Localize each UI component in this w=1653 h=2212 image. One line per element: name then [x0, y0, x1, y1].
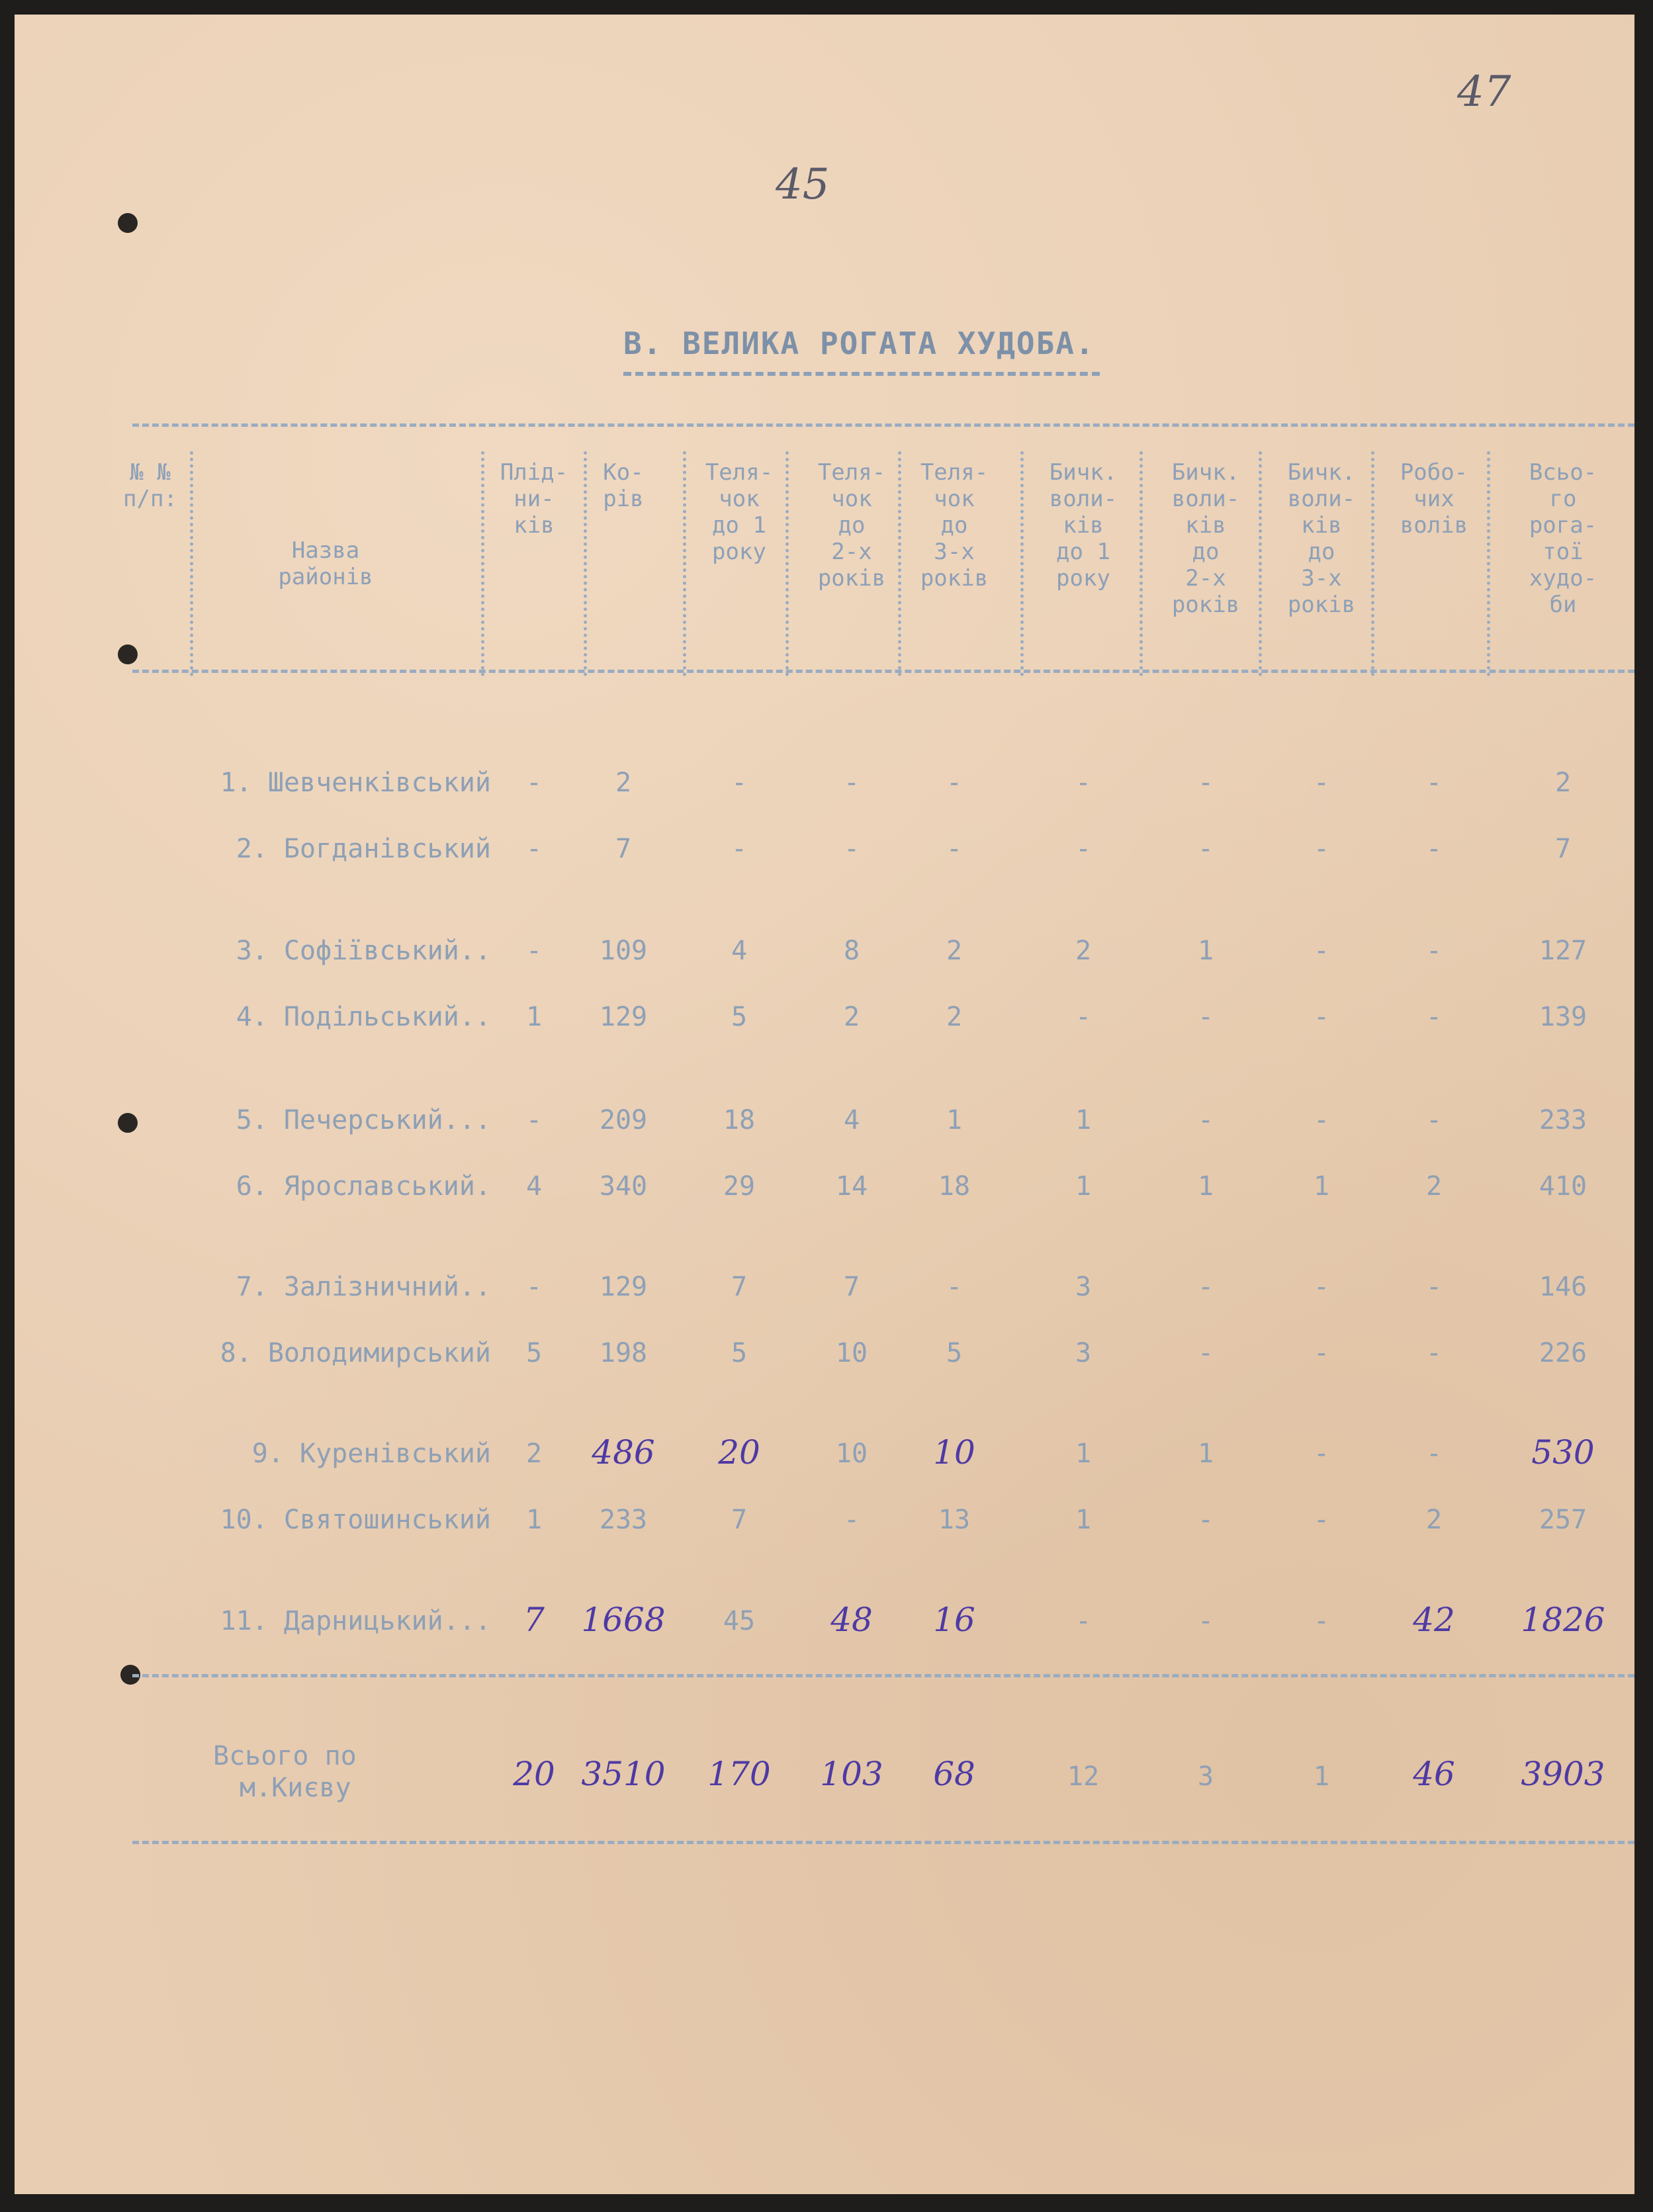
table-cell: 2: [1425, 1505, 1443, 1535]
table-cell: 13: [938, 1505, 971, 1535]
table-cell: 1826: [1521, 1601, 1605, 1639]
table-cell: 226: [1539, 1338, 1587, 1368]
column-divider: [1371, 451, 1374, 676]
table-cell: 7: [523, 1601, 545, 1639]
column-divider: [481, 451, 484, 676]
table-cell: -: [843, 1505, 860, 1535]
table-cell: 48: [830, 1601, 873, 1639]
column-header: № № п/п:: [123, 459, 177, 512]
table-cell: 129: [599, 1272, 648, 1302]
table-cell: -: [731, 768, 748, 798]
table-cell: -: [525, 1105, 543, 1135]
table-cell: -: [1313, 834, 1330, 864]
table-cell: 7: [843, 1272, 860, 1302]
table-cell: -: [1425, 768, 1443, 798]
table-cell: 3: [1075, 1338, 1092, 1368]
table-cell: -: [525, 768, 543, 798]
table-cell: 198: [599, 1338, 648, 1368]
column-divider: [1259, 451, 1262, 676]
table-cell: 10: [933, 1433, 975, 1472]
table-cell: 45: [723, 1606, 756, 1636]
table-cell: 1: [1075, 1105, 1092, 1135]
table-cell: 29: [723, 1171, 756, 1202]
column-header: Назва районів: [278, 537, 373, 590]
table-cell: 530: [1531, 1433, 1595, 1472]
table-cell: -: [1197, 1338, 1214, 1368]
table-cell: 3: [1075, 1272, 1092, 1302]
title-underline: [623, 372, 1100, 376]
column-header: Плід- ни- ків: [500, 459, 568, 539]
table-cell: -: [1197, 1105, 1214, 1135]
table-cell: 127: [1539, 936, 1587, 966]
table-cell: 2: [1075, 936, 1092, 966]
table-cell: 1: [1313, 1171, 1330, 1202]
table-cell: 5: [946, 1338, 963, 1368]
total-cell: 1: [1313, 1761, 1330, 1792]
table-cell: 146: [1539, 1272, 1587, 1302]
total-cell: 46: [1413, 1755, 1455, 1793]
total-cell: 170: [707, 1755, 771, 1793]
district-name: 11. Дарницький...: [220, 1606, 491, 1636]
column-divider: [785, 451, 789, 676]
table-cell: 129: [599, 1002, 648, 1032]
table-cell: 4: [843, 1105, 860, 1135]
table-cell: 10: [835, 1338, 868, 1368]
table-cell: -: [1197, 1002, 1214, 1032]
table-cell: 2: [946, 936, 963, 966]
table-cell: -: [1197, 834, 1214, 864]
table-cell: -: [843, 834, 860, 864]
table-cell: 8: [843, 936, 860, 966]
table-cell: -: [1313, 1002, 1330, 1032]
column-header: Бичк. воли- ків до 1 року: [1049, 459, 1118, 592]
total-label-line1: Всього по: [213, 1741, 357, 1771]
column-divider: [584, 451, 587, 676]
table-cell: 1: [1197, 936, 1214, 966]
table-cell: -: [1313, 1438, 1330, 1469]
table-cell: -: [946, 1272, 963, 1302]
column-header: Всьо- го рога- тої худо- би: [1529, 459, 1597, 618]
binder-hole: [118, 1113, 138, 1133]
total-cell: 68: [933, 1755, 975, 1793]
table-cell: 486: [592, 1433, 655, 1472]
table-cell: 20: [718, 1433, 760, 1472]
district-name: 7. Залізничний..: [236, 1272, 491, 1302]
table-cell: 5: [731, 1002, 748, 1032]
table-cell: -: [1313, 1505, 1330, 1535]
total-cell: 3: [1197, 1761, 1214, 1792]
table-cell: -: [1197, 1606, 1214, 1636]
table-cell: 1: [946, 1105, 963, 1135]
district-name: 3. Софіївський..: [236, 936, 491, 966]
table-cell: -: [1425, 1338, 1443, 1368]
table-cell: -: [1425, 1272, 1443, 1302]
table-cell: -: [1075, 768, 1092, 798]
table-cell: 2: [525, 1438, 543, 1469]
table-cell: 5: [525, 1338, 543, 1368]
column-header: Теля- чок до 2-х років: [817, 459, 886, 592]
table-cell: 7: [731, 1272, 748, 1302]
column-divider: [1487, 451, 1490, 676]
column-divider: [190, 451, 193, 676]
table-cell: -: [946, 768, 963, 798]
table-cell: 1: [1197, 1438, 1214, 1469]
district-name: 1. Шевченківський: [220, 768, 491, 798]
page-number-center: 45: [776, 160, 830, 209]
total-cell: 3903: [1521, 1755, 1605, 1793]
table-cell: -: [1425, 834, 1443, 864]
binder-hole: [118, 644, 138, 664]
table-cell: 109: [599, 936, 648, 966]
table-cell: -: [1425, 1438, 1443, 1469]
header-bottom-rule: [132, 670, 1634, 673]
table-cell: 2: [1425, 1171, 1443, 1202]
table-cell: 18: [723, 1105, 756, 1135]
column-header: Теля- чок до 1 року: [705, 459, 774, 565]
table-cell: 5: [731, 1338, 748, 1368]
table-cell: 1: [525, 1002, 543, 1032]
table-cell: 1: [1075, 1438, 1092, 1469]
table-cell: 2: [946, 1002, 963, 1032]
column-header: Теля- чок до 3-х років: [920, 459, 989, 592]
total-cell: 3510: [581, 1755, 666, 1793]
table-cell: -: [1313, 768, 1330, 798]
table-cell: 10: [835, 1438, 868, 1469]
table-cell: 16: [933, 1601, 975, 1639]
district-name: 4. Подільський..: [236, 1002, 491, 1032]
table-cell: 4: [731, 936, 748, 966]
column-divider: [1020, 451, 1024, 676]
total-cell: 12: [1067, 1761, 1100, 1792]
table-cell: -: [1313, 1606, 1330, 1636]
table-cell: 410: [1539, 1171, 1587, 1202]
table-cell: 257: [1539, 1505, 1587, 1535]
table-cell: -: [1197, 768, 1214, 798]
table-cell: -: [525, 1272, 543, 1302]
table-cell: -: [525, 834, 543, 864]
table-cell: 1: [525, 1505, 543, 1535]
table-cell: 139: [1539, 1002, 1587, 1032]
table-cell: 14: [835, 1171, 868, 1202]
table-cell: 209: [599, 1105, 648, 1135]
table-cell: 340: [599, 1171, 648, 1202]
column-header: Ко- рів: [603, 459, 644, 512]
document-page: [15, 15, 1634, 2194]
column-header: Робо- чих волів: [1400, 459, 1468, 539]
total-cell: 20: [513, 1755, 555, 1793]
column-divider: [898, 451, 901, 676]
table-cell: -: [731, 834, 748, 864]
table-cell: -: [1075, 1002, 1092, 1032]
table-cell: 7: [615, 834, 632, 864]
table-cell: -: [1075, 834, 1092, 864]
table-bottom-rule: [132, 1841, 1634, 1844]
table-cell: 2: [843, 1002, 860, 1032]
table-cell: -: [1425, 1105, 1443, 1135]
table-cell: -: [1197, 1272, 1214, 1302]
table-cell: -: [1425, 936, 1443, 966]
total-label-line2: м.Києву: [240, 1773, 351, 1803]
district-name: 2. Богданівський: [236, 834, 491, 864]
page-number-corner: 47: [1457, 67, 1511, 116]
table-cell: 2: [615, 768, 632, 798]
table-cell: -: [843, 768, 860, 798]
table-cell: -: [525, 936, 543, 966]
table-title: В. ВЕЛИКА РОГАТА ХУДОБА.: [623, 326, 1095, 361]
binder-hole: [118, 213, 138, 233]
total-separator-rule: [132, 1674, 1634, 1677]
table-cell: -: [1197, 1505, 1214, 1535]
district-name: 8. Володимирський: [220, 1338, 491, 1368]
table-cell: -: [1313, 1272, 1330, 1302]
table-cell: -: [1313, 1338, 1330, 1368]
table-cell: -: [1313, 936, 1330, 966]
column-header: Бичк. воли- ків до 3-х років: [1287, 459, 1356, 618]
header-top-rule: [132, 423, 1634, 427]
table-cell: 18: [938, 1171, 971, 1202]
table-cell: 7: [1554, 834, 1572, 864]
table-cell: -: [946, 834, 963, 864]
table-cell: 233: [1539, 1105, 1587, 1135]
table-cell: 2: [1554, 768, 1572, 798]
table-cell: -: [1313, 1105, 1330, 1135]
column-divider: [683, 451, 686, 676]
district-name: 10. Святошинський: [220, 1505, 491, 1535]
table-cell: 4: [525, 1171, 543, 1202]
table-cell: 7: [731, 1505, 748, 1535]
table-cell: 1: [1075, 1171, 1092, 1202]
column-header: Бичк. воли- ків до 2-х років: [1171, 459, 1240, 618]
table-cell: 1668: [581, 1601, 666, 1639]
table-cell: 42: [1413, 1601, 1455, 1639]
district-name: 9. Куренівський: [251, 1438, 491, 1469]
table-cell: -: [1425, 1002, 1443, 1032]
table-cell: 1: [1197, 1171, 1214, 1202]
table-cell: 1: [1075, 1505, 1092, 1535]
column-divider: [1139, 451, 1143, 676]
total-cell: 103: [820, 1755, 883, 1793]
district-name: 5. Печерський...: [236, 1105, 491, 1135]
total-label: [213, 1740, 357, 1804]
district-name: 6. Ярославський.: [236, 1171, 491, 1202]
table-cell: -: [1075, 1606, 1092, 1636]
table-cell: 233: [599, 1505, 648, 1535]
